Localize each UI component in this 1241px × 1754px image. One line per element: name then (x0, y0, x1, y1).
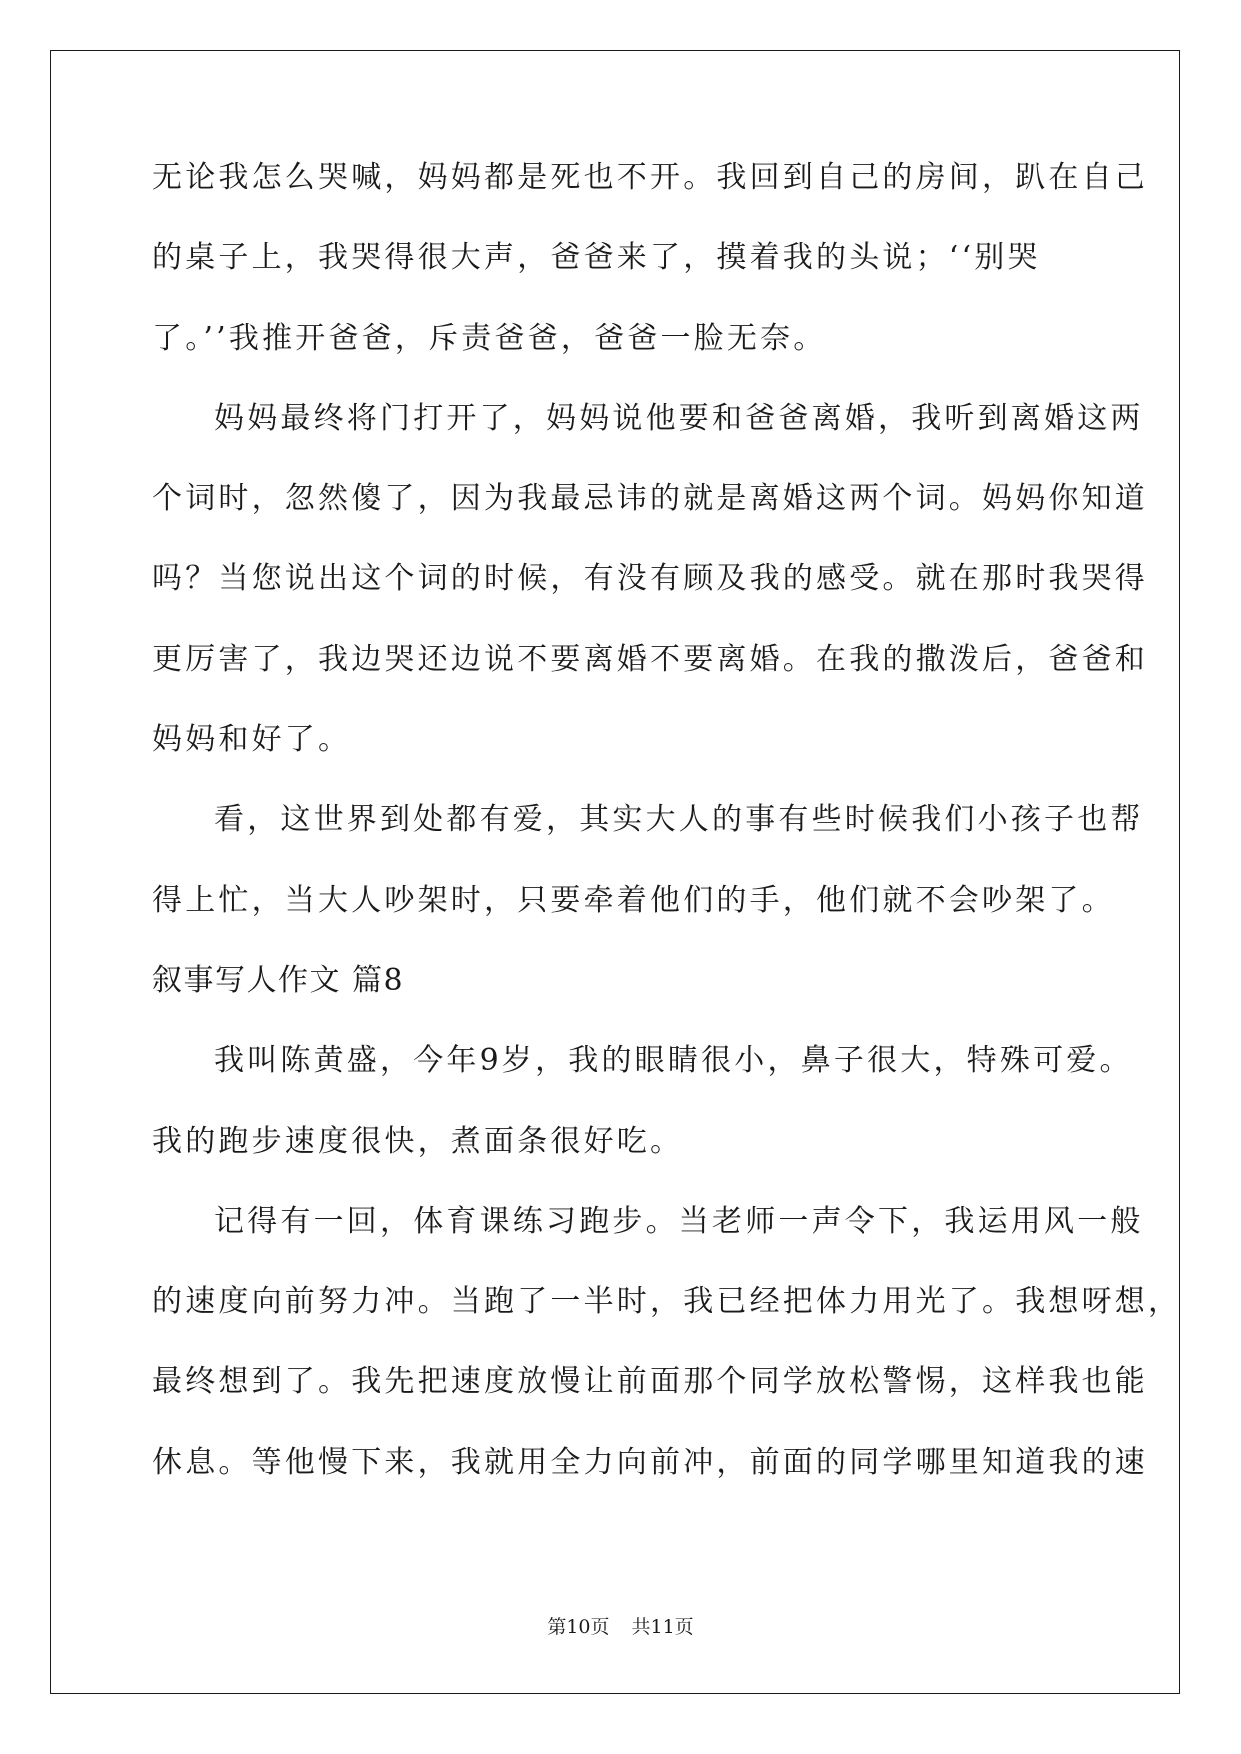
text-line: 的速度向前努力冲。当跑了一半时，我已经把体力用光了。我想呀想， (152, 1284, 1182, 1320)
section-heading: 叙事写人作文 篇8 (152, 962, 405, 998)
text-line: 更厉害了，我边哭还边说不要离婚不要离婚。在我的撒泼后，爸爸和 (152, 641, 1148, 677)
document-body (152, 158, 1182, 1523)
page-total: 共11页 (631, 1616, 694, 1638)
page-number: 第10页 (547, 1616, 610, 1638)
text-line: 最终想到了。我先把速度放慢让前面那个同学放松警惕，这样我也能 (152, 1364, 1148, 1400)
text-line: 妈妈最终将门打开了，妈妈说他要和爸爸离婚，我听到离婚这两 (214, 400, 1144, 436)
text-line: 得上忙，当大人吵架时，只要牵着他们的手，他们就不会吵架了。 (152, 882, 1115, 918)
text-line: 记得有一回，体育课练习跑步。当老师一声令下，我运用风一般 (214, 1203, 1144, 1239)
text-line: 休息。等他慢下来，我就用全力向前冲，前面的同学哪里知道我的速 (152, 1444, 1148, 1480)
text-line: 看，这世界到处都有爱，其实大人的事有些时候我们小孩子也帮 (214, 802, 1144, 838)
text-line: 我叫陈黄盛，今年9岁，我的眼睛很小，鼻子很大，特殊可爱。 (214, 1043, 1133, 1079)
text-line: 个词时，忽然傻了，因为我最忌讳的就是离婚这两个词。妈妈你知道 (152, 481, 1148, 517)
text-line: 吗？当您说出这个词的时候，有没有顾及我的感受。就在那时我哭得 (152, 561, 1148, 597)
text-line: 的桌子上，我哭得很大声，爸爸来了，摸着我的头说；‘‘别哭 (152, 240, 1041, 276)
text-line: 了。’’我推开爸爸，斥责爸爸，爸爸一脸无奈。 (152, 320, 827, 356)
text-line: 无论我怎么哭喊，妈妈都是死也不开。我回到自己的房间，趴在自己 (152, 160, 1148, 195)
text-line: 我的跑步速度很快，煮面条很好吃。 (152, 1123, 684, 1159)
text-line: 妈妈和好了。 (152, 722, 352, 758)
page-footer (0, 1612, 1241, 1639)
